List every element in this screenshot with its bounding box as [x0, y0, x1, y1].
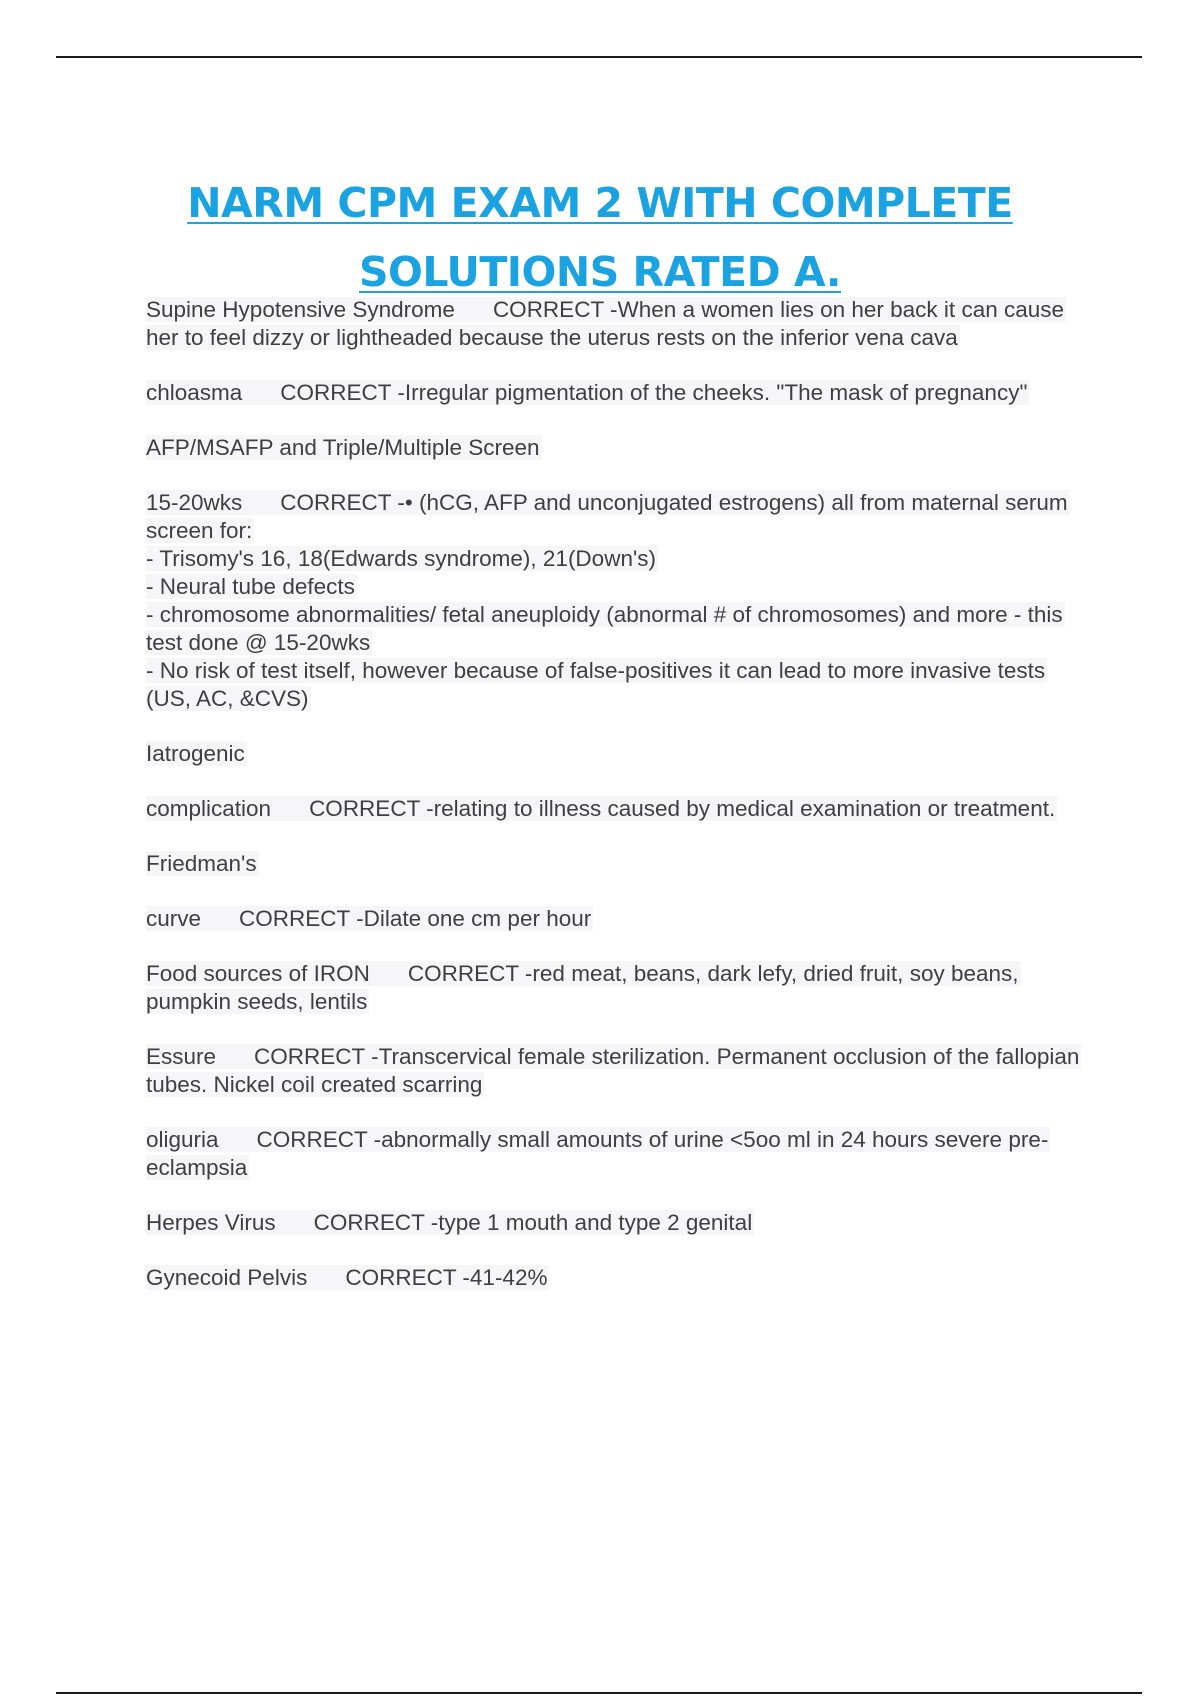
- flashcard-answer-line: - Trisomy's 16, 18(Edwards syndrome), 21(Down's): [146, 546, 656, 571]
- flashcard-entry: [146, 850, 1096, 878]
- flashcard-term: chloasma: [146, 380, 243, 405]
- flashcard-term: Supine Hypotensive Syndrome: [146, 297, 455, 322]
- flashcard-answer: CORRECT -abnormally small amounts of urine <5oo ml in 24 hours severe pre-eclampsia: [146, 1127, 1049, 1180]
- flashcard-term: Gynecoid Pelvis: [146, 1265, 308, 1290]
- flashcard-term: Friedman's: [146, 851, 257, 876]
- flashcard-answer: CORRECT -Transcervical female sterilization. Permanent occlusion of the fallopian tubes. Nickel coil created scarring: [146, 1044, 1080, 1097]
- title-line-2: SOLUTIONS RATED A.: [359, 248, 841, 297]
- flashcard-answer: CORRECT -41-42%: [345, 1265, 548, 1290]
- flashcard-entry: [146, 1043, 1096, 1099]
- footer-rule: [56, 1692, 1142, 1694]
- flashcard-answer: CORRECT -Dilate one cm per hour: [239, 906, 592, 931]
- flashcard-entry: [146, 379, 1096, 407]
- flashcard-entry: [146, 1126, 1096, 1182]
- title-line-1: NARM CPM EXAM 2 WITH COMPLETE: [187, 179, 1013, 228]
- flashcard-term: Herpes Virus: [146, 1210, 276, 1235]
- flashcard-answer: CORRECT -Irregular pigmentation of the cheeks. "The mask of pregnancy": [280, 380, 1028, 405]
- flashcard-answer: CORRECT -type 1 mouth and type 2 genital: [313, 1210, 753, 1235]
- flashcard-term: Essure: [146, 1044, 217, 1069]
- flashcard-entry: [146, 795, 1096, 823]
- flashcard-term: complication: [146, 796, 272, 821]
- flashcard-answer: CORRECT -When a women lies on her back it can cause her to feel dizzy or lightheaded because the uterus rests on the inferior vena cava: [146, 297, 1065, 350]
- flashcard-answer-line: - Neural tube defects: [146, 574, 355, 599]
- flashcard-term: Food sources of IRON: [146, 961, 370, 986]
- document-title: [100, 169, 1100, 307]
- flashcard-answer-line: - No risk of test itself, however because of false-positives it can lead to more invasive tests (US, AC, &CVS): [146, 658, 1046, 711]
- flashcard-entry: [146, 434, 1096, 462]
- flashcard-term: Iatrogenic: [146, 741, 245, 766]
- flashcard-entry: [146, 905, 1096, 933]
- flashcard-entry: [146, 1264, 1096, 1292]
- flashcard-term: AFP/MSAFP and Triple/Multiple Screen: [146, 435, 540, 460]
- flashcard-list: [146, 296, 1096, 1319]
- flashcard-answer: CORRECT -relating to illness caused by medical examination or treatment.: [309, 796, 1056, 821]
- header-rule: [56, 56, 1142, 58]
- flashcard-answer-line: - chromosome abnormalities/ fetal aneuploidy (abnormal # of chromosomes) and more - this test done @ 15-20wks: [146, 602, 1063, 655]
- flashcard-entry: [146, 296, 1096, 352]
- flashcard-entry: [146, 489, 1096, 713]
- flashcard-entry: [146, 740, 1096, 768]
- flashcard-entry: [146, 960, 1096, 1016]
- flashcard-term: curve: [146, 906, 202, 931]
- flashcard-entry: [146, 1209, 1096, 1237]
- flashcard-term: 15-20wks: [146, 490, 243, 515]
- flashcard-answer: CORRECT -• (hCG, AFP and unconjugated estrogens) all from maternal serum screen for:: [146, 490, 1068, 543]
- flashcard-term: oliguria: [146, 1127, 219, 1152]
- flashcard-answer: CORRECT -red meat, beans, dark lefy, dried fruit, soy beans, pumpkin seeds, lentils: [146, 961, 1019, 1014]
